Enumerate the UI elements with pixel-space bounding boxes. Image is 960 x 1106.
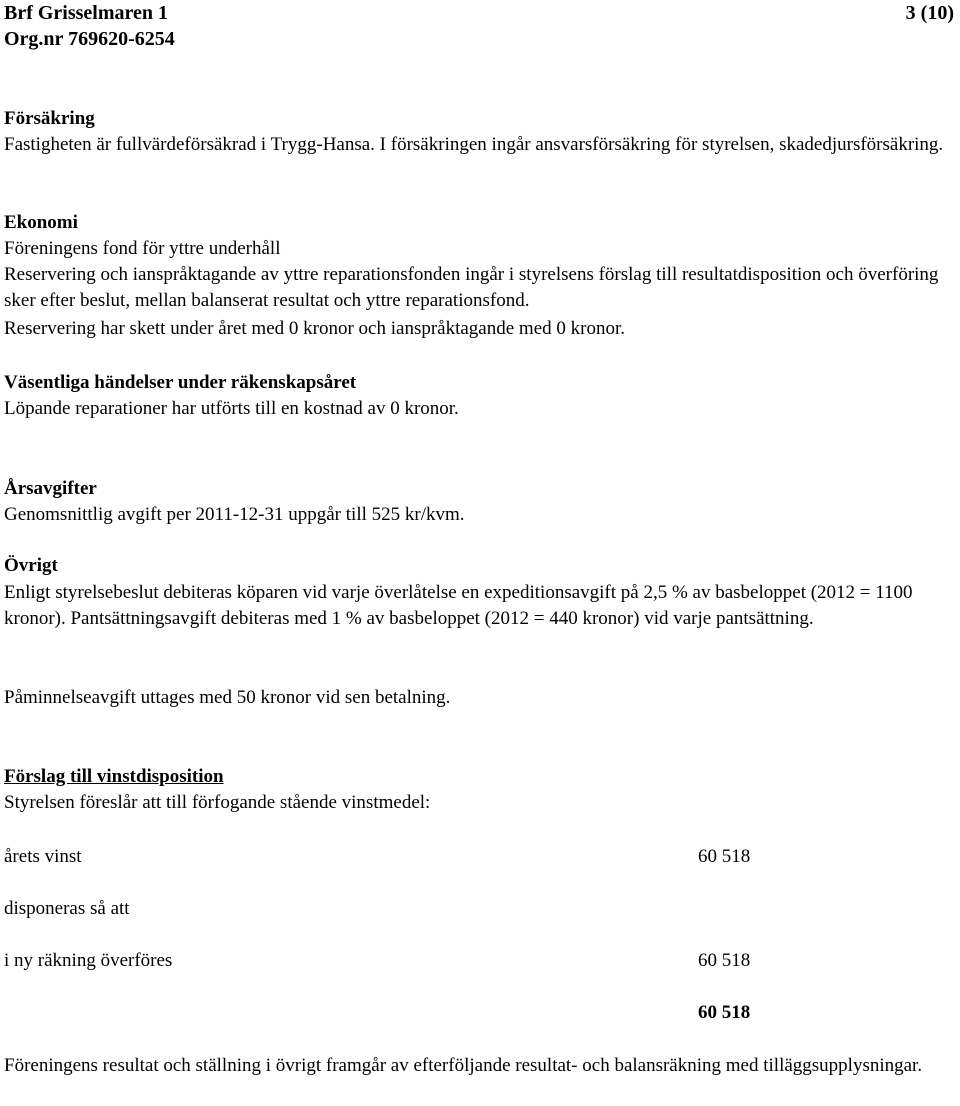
org-number: Org.nr 769620-6254 [4, 28, 175, 50]
page-header-left [4, 0, 175, 52]
vasentliga-text: Löpande reparationer har utförts till en kostnad av 0 kronor. [4, 398, 459, 419]
section-heading-ovrigt: Övrigt [4, 555, 58, 576]
section-heading-ekonomi: Ekonomi [4, 212, 78, 233]
section-heading-arsavgifter: Årsavgifter [4, 478, 97, 499]
forslag-intro: Styrelsen föreslår att till förfogande stående vinstmedel: [4, 792, 431, 813]
section-heading-vasentliga: Väsentliga händelser under räkenskapsåret [4, 372, 357, 393]
association-name: Brf Grisselmaren 1 [4, 2, 169, 24]
section-heading-forsakring: Försäkring [4, 108, 95, 129]
ny-rakning-label: i ny räkning överföres [4, 950, 173, 971]
ekonomi-text-2: Reservering har skett under året med 0 kronor och ianspråktagande med 0 kronor. [4, 318, 625, 339]
ovrigt-text-2: Påminnelseavgift uttages med 50 kronor vid sen betalning. [4, 687, 451, 708]
arets-vinst-label: årets vinst [4, 846, 82, 867]
arsavgifter-text: Genomsnittlig avgift per 2011-12-31 uppgår till 525 kr/kvm. [4, 504, 465, 525]
ny-rakning-value: 60 518 [698, 950, 751, 971]
ovrigt-text-1: Enligt styrelsebeslut debiteras köparen vid varje överlåtelse en expeditionsavgift på 2,5 % av basbeloppet (2012 = 1100 kronor). Pantsättningsavgift debiteras med 1 % av basbeloppet (2012 = 440 kronor) vid varje pantsättning. [4, 582, 913, 629]
arets-vinst-value: 60 518 [698, 846, 751, 867]
section-heading-forslag: Förslag till vinstdisposition [4, 766, 224, 787]
ekonomi-text-1: Reservering och ianspråktagande av yttre reparationsfonden ingår i styrelsens förslag till resultatdisposition och överföring sker efter beslut, mellan balanserat resultat och yttre reparationsfond. [4, 264, 939, 311]
footer-text: Föreningens resultat och ställning i övrigt framgår av efterföljande resultat- och balansräkning med tilläggsupplysningar. [4, 1055, 923, 1076]
disponeras-label: disponeras så att [4, 898, 130, 919]
total-value: 60 518 [698, 1002, 751, 1023]
forsakring-text: Fastigheten är fullvärdeförsäkrad i Trygg-Hansa. I försäkringen ingår ansvarsförsäkring för styrelsen, skadedjursförsäkring. [4, 134, 944, 155]
ekonomi-subheading: Föreningens fond för yttre underhåll [4, 238, 281, 259]
page-number: 3 (10) [905, 2, 954, 24]
